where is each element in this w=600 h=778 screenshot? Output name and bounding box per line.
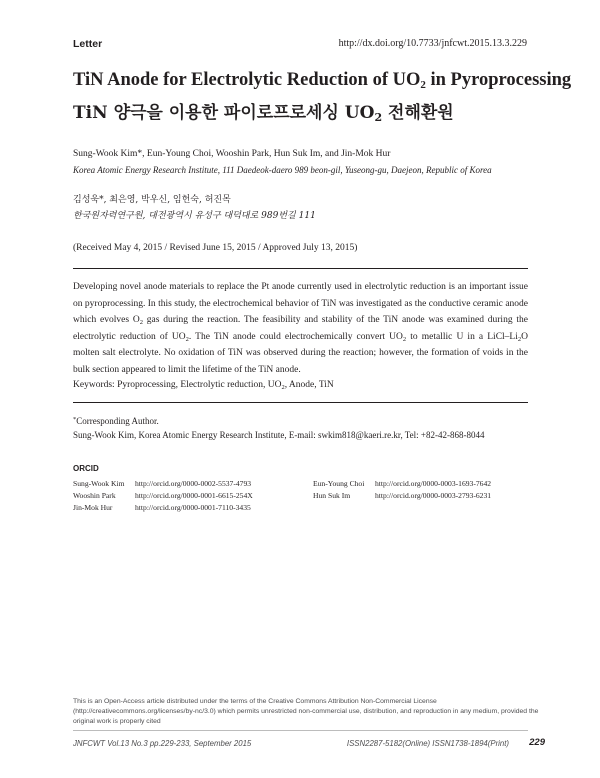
orcid-entry — [73, 491, 253, 500]
keywords-part2: , Anode, TiN — [284, 380, 334, 390]
orcid-link[interactable]: http://orcid.org/0000-0002-5537-4793 — [135, 479, 252, 488]
keywords-subscript: 2 — [281, 384, 285, 391]
divider-top — [73, 268, 528, 269]
abstract-text-2: gas during the reaction. The feasibility and stability of the TiN anode was examined during the electrolytic reduction of UO — [73, 315, 528, 342]
orcid-name: Sung-Wook Kim — [73, 479, 125, 488]
title-english — [73, 70, 572, 91]
orcid-link[interactable]: http://orcid.org/0000-0001-7110-3435 — [135, 503, 251, 512]
keywords — [73, 380, 334, 390]
section-label: Letter — [73, 38, 103, 50]
orcid-heading: ORCID — [73, 464, 99, 473]
orcid-link[interactable]: http://orcid.org/0000-0003-1693-7642 — [375, 479, 492, 488]
title-korean-part1: TiN 양극을 이용한 파이로프로세싱 UO — [73, 103, 375, 123]
issn-info: ISSN2287-5182(Online) ISSN1738-1894(Print) — [346, 739, 509, 748]
title-english-part2: in Pyroprocessing — [425, 70, 572, 90]
orcid-name: Wooshin Park — [73, 491, 116, 500]
orcid-entry — [73, 479, 251, 488]
authors-korean: 김성욱*, 최은영, 박우신, 임헌숙, 허진목 — [73, 195, 231, 205]
affiliation-korean: 한국원자력연구원, 대전광역시 유성구 대덕대로 989번길 111 — [73, 211, 316, 221]
asterisk-mark: * — [73, 416, 77, 423]
orcid-name: Jin-Mok Hur — [73, 503, 113, 512]
authors-english: Sung-Wook Kim*, Eun-Young Choi, Wooshin Park, Hun Suk Im, and Jin-Mok Hur — [73, 149, 391, 159]
abstract-text-3: . The TiN anode could electrochemically convert UO — [188, 331, 403, 342]
divider-middle — [73, 402, 528, 403]
abstract-text-4: to metallic U in a LiCl–Li — [406, 331, 518, 342]
title-korean-part2: 전해환원 — [382, 103, 454, 123]
abstract-subscript: 2 — [402, 335, 407, 343]
orcid-entry — [313, 479, 491, 488]
orcid-name: Eun-Young Choi — [313, 479, 365, 488]
title-english-part1: TiN Anode for Electrolytic Reduction of UO — [73, 70, 421, 90]
license-notice: This is an Open-Access article distributed under the terms of the Creative Commons Attribution Non-Commercial License (http://creativecommons.org/licenses/by-nc/3.0) which permits unrestricted non-commercial use, distribution, and reproduction in any medium, provided the original work is properly cited — [73, 698, 539, 725]
keywords-part1: Keywords: Pyroprocessing, Electrolytic reduction, UO — [73, 380, 282, 390]
abstract-text-5: O molten salt electrolyte. No oxidation of TiN was observed during the reaction; however, the formation of voids in the bulk section appeared to limit the lifetime of the TiN anode. — [73, 331, 528, 375]
orcid-entry — [313, 491, 491, 500]
orcid-link[interactable]: http://orcid.org/0000-0003-2793-6231 — [375, 491, 492, 500]
orcid-entry — [73, 503, 251, 512]
title-english-subscript: 2 — [420, 79, 426, 91]
corresponding-author-info: Sung-Wook Kim, Korea Atomic Energy Research Institute, E-mail: swkim818@kaeri.re.kr, Tel: +82-42-868-8044 — [73, 430, 485, 440]
journal-citation: JNFCWT Vol.13 No.3 pp.229-233, September 2015 — [73, 739, 252, 748]
abstract-text-1: Developing novel anode materials to replace the Pt anode currently used in electrolytic reduction is an important issue on pyroprocessing. In this study, the electrochemical behavior of TiN was investigated as the conductive ceramic anode which evolves O — [73, 282, 528, 325]
abstract — [73, 279, 528, 378]
affiliation-english: Korea Atomic Energy Research Institute, 111 Daedeok-daero 989 beon-gil, Yuseong-gu, Daejeon, Republic of Korea — [73, 165, 492, 175]
publication-dates: (Received May 4, 2015 / Revised June 15, 2015 / Approved July 13, 2015) — [73, 243, 358, 253]
doi-link[interactable]: http://dx.doi.org/10.7733/jnfcwt.2015.13.3.229 — [338, 38, 527, 49]
orcid-link[interactable]: http://orcid.org/0000-0001-6615-254X — [135, 491, 253, 500]
abstract-subscript: 2 — [517, 335, 522, 343]
abstract-subscript: 2 — [185, 335, 189, 343]
title-korean-subscript: 2 — [374, 111, 383, 124]
title-korean — [73, 98, 454, 123]
divider-footer — [73, 730, 528, 731]
corresponding-label-text: Corresponding Author. — [76, 416, 159, 426]
page-number: 229 — [529, 737, 545, 748]
abstract-subscript: 2 — [139, 319, 143, 326]
corresponding-author-label — [73, 416, 159, 426]
orcid-name: Hun Suk Im — [313, 491, 351, 500]
